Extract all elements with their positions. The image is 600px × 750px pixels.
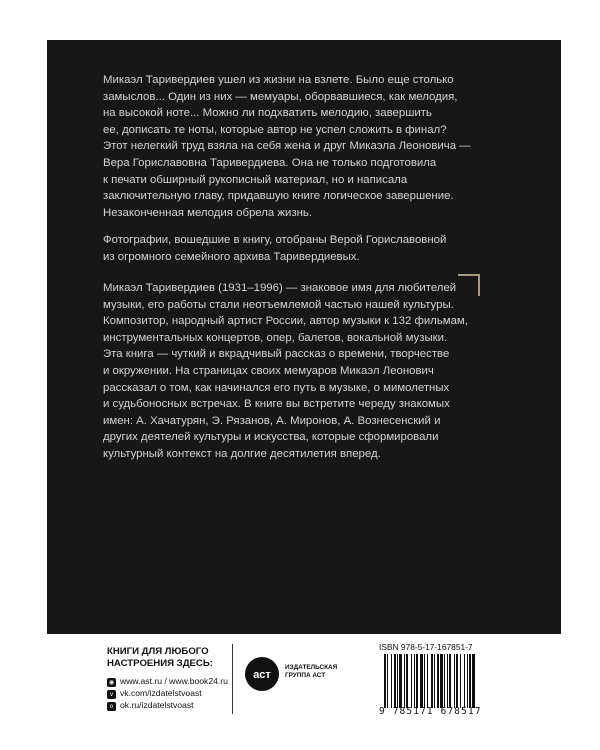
logo-text: аст <box>253 669 271 681</box>
link-ok[interactable] <box>107 700 277 712</box>
slogan: КНИГИ ДЛЯ ЛЮБОГО НАСТРОЕНИЯ ЗДЕСЬ: <box>107 646 213 669</box>
footer-panel <box>47 634 561 726</box>
ast-logo-icon <box>244 656 280 692</box>
annotation-paragraph-memoir: Микаэл Таривердиев ушел из жизни на взлете. Было еще столько замыслов... Один из них — мемуары, оборвавшиеся, как мелодия, на высокой ноте... Можно ли подхватить мелодию, завершить ее, дописать те ноты, которые автор не успел сложить в финал? Этот нелегкий труд взяла на себя жена и друг Микаэла Леоновича — Вера Гориславовна Таривердиева. Она не только подготовила к печати обширный рукописный материал, но и написала заключительную главу, придавшую книге логическое завершение. Незаконченная мелодия обрела жизнь. <box>103 74 471 219</box>
back-cover <box>47 40 561 726</box>
publisher-name: ИЗДАТЕЛЬСКАЯ ГРУППА АСТ <box>285 664 338 679</box>
globe-icon: ◉ <box>108 678 115 686</box>
ok-icon: o <box>107 702 116 711</box>
link-ok-text: ok.ru/izdatelstvoast <box>120 700 194 711</box>
vk-icon: v <box>107 690 116 699</box>
annotation-paragraph-photos: Фотографии, вошедшие в книгу, отобраны Верой Гориславовной из огромного семейного архива Таривердиевых. <box>103 234 447 263</box>
isbn-number: ISBN 978-5-17-167851-7 <box>379 642 473 652</box>
barcode-block <box>379 642 516 718</box>
barcode-digits: 9 785171 678517 <box>379 706 482 717</box>
annotation-paragraph-author: Микаэл Таривердиев (1931–1996) — знаковое имя для любителей музыки, его работы стали неотъемлемой частью нашей культуры. Композитор, народный артист России, автор музыки к 132 фильмам, инструментальных концертов, опер, балетов, вокальной музыки. Эта книга — чуткий и вкрадчивый рассказ о времени, творчестве и окружении. На страницах своих мемуаров Микаэл Леонович рассказал о том, как начинался его путь в музыке, о мимолетных и судьбоносных встречах. В книге вы встретите череду знакомых имен: А. Хачатурян, Э. Рязанов, А. Миронов, А. Вознесенский и других деятелей культуры и искусства, которые сформировали культурный контекст на долгие десятилетия вперед. <box>103 282 468 460</box>
footer-divider <box>232 644 233 714</box>
barcode-icon <box>382 654 512 708</box>
link-website-text: www.ast.ru / www.book24.ru <box>120 676 228 687</box>
link-vk-text: vk.com/izdatelstvoast <box>120 688 202 699</box>
